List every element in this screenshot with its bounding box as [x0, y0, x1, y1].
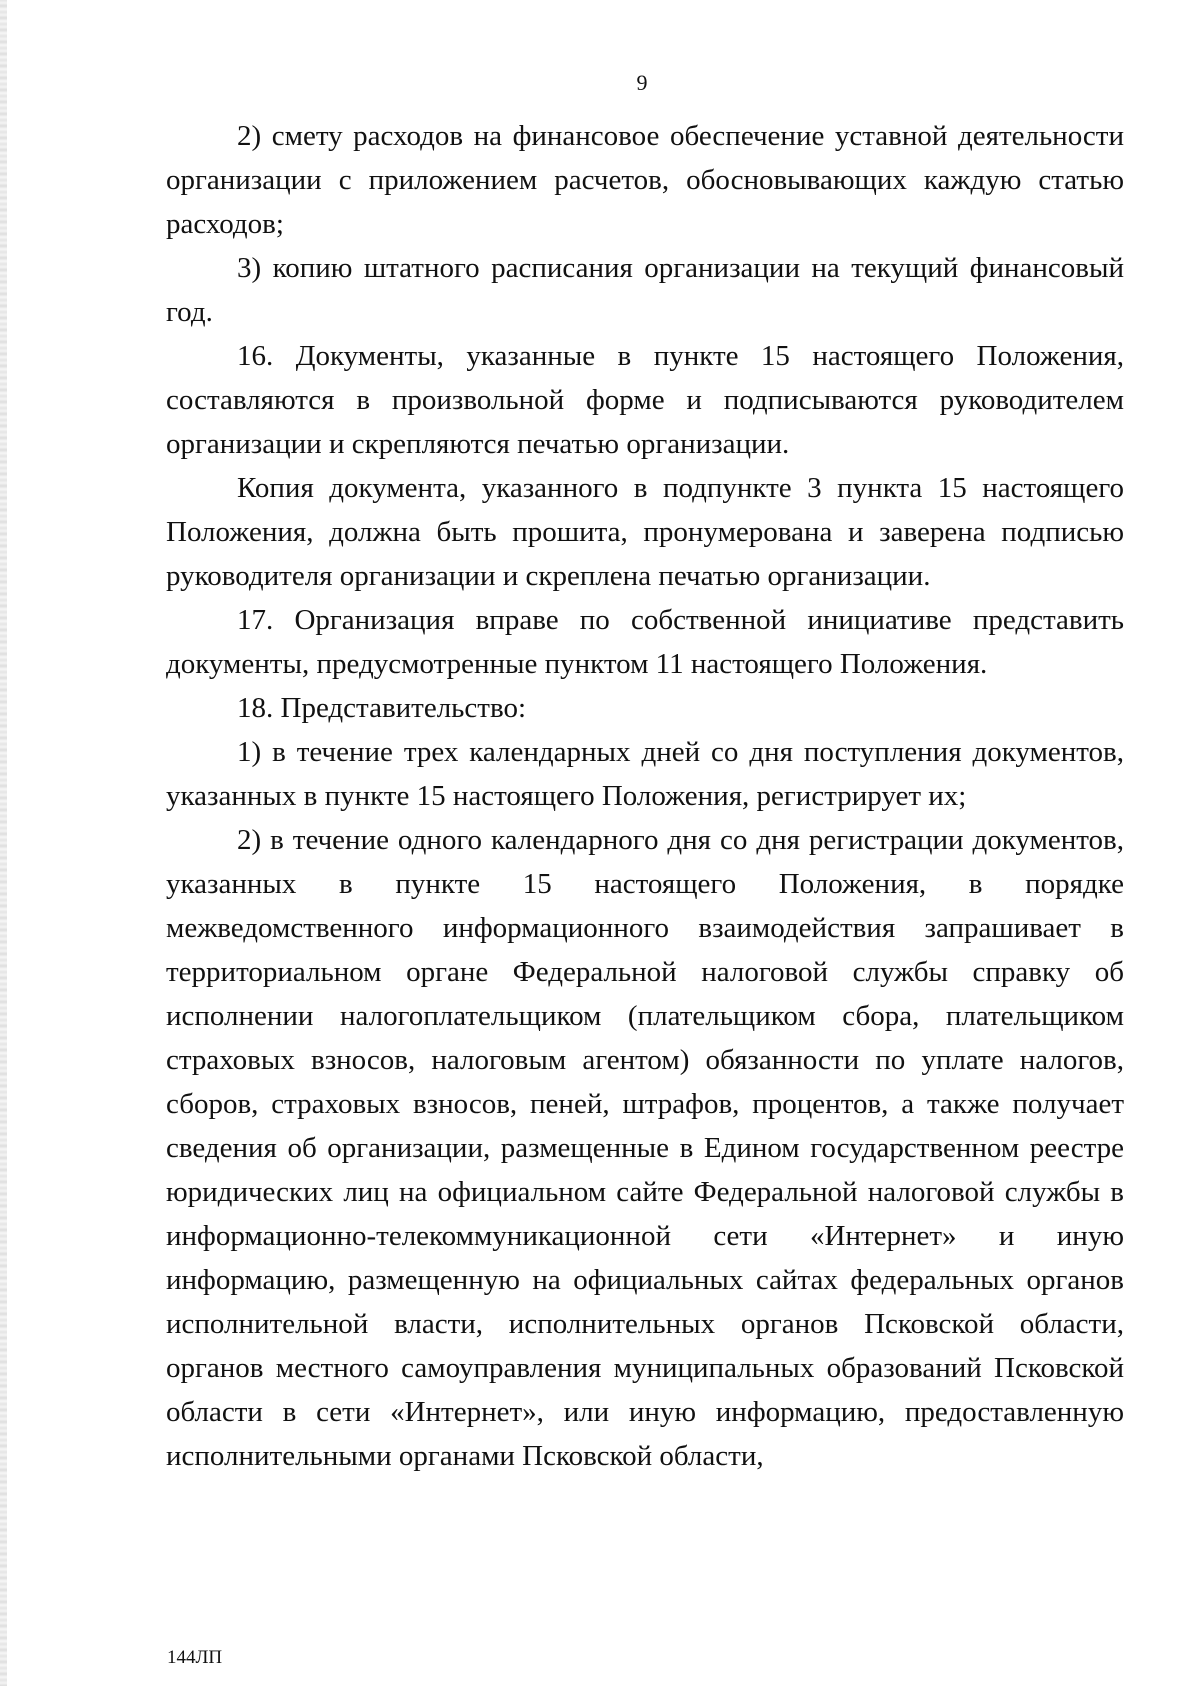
- paragraph-16: 16. Документы, указанные в пункте 15 настоящего Положения, составляются в произвольной форме и подписываются руководителем организации и скрепляются печатью организации.: [166, 340, 1124, 460]
- document-body: [166, 114, 1124, 1478]
- paragraph-item-2-budget: 2) смету расходов на финансовое обеспечение уставной деятельности организации с приложением расчетов, обосновывающих каждую статью расходов;: [166, 120, 1124, 240]
- paragraph-18-item-2: 2) в течение одного календарного дня со дня регистрации документов, указанных в пункте 15 настоящего Положения, в порядке межведомственного информационного взаимодействия запрашивает в территориальном органе Федеральной налоговой службы справку об исполнении налогоплательщиком (плательщиком сбора, плательщиком страховых взносов, налоговым агентом) обязанности по уплате налогов, сборов, страховых взносов, пеней, штрафов, процентов, а также получает сведения об организации, размещенные в Едином государственном реестре юридических лиц на официальном сайте Федеральной налоговой службы в информационно-телекоммуникационной сети «Интернет» и иную информацию, размещенную на официальных сайтах федеральных органов исполнительной власти, исполнительных органов Псковской области, органов местного самоуправления муниципальных образований Псковской области в сети «Интернет», или иную информацию, предоставленную исполнительными органами Псковской области,: [166, 824, 1124, 1472]
- paragraph-16-copy: Копия документа, указанного в подпункте 3 пункта 15 настоящего Положения, должна быть прошита, пронумерована и заверена подписью руководителя организации и скреплена печатью организации.: [166, 472, 1124, 592]
- scan-edge-artifact: [0, 0, 7, 1686]
- footer-document-code: 144ЛП: [167, 1647, 223, 1668]
- paragraph-17: 17. Организация вправе по собственной инициативе представить документы, предусмотренные пунктом 11 настоящего Положения.: [166, 604, 1124, 680]
- paragraph-item-3-staff-schedule: 3) копию штатного расписания организации на текущий финансовый год.: [166, 252, 1124, 328]
- paragraph-18: 18. Представительство:: [237, 692, 527, 724]
- paragraph-18-item-1: 1) в течение трех календарных дней со дня поступления документов, указанных в пункте 15 настоящего Положения, регистрирует их;: [166, 736, 1124, 812]
- page-number: 9: [636, 70, 648, 95]
